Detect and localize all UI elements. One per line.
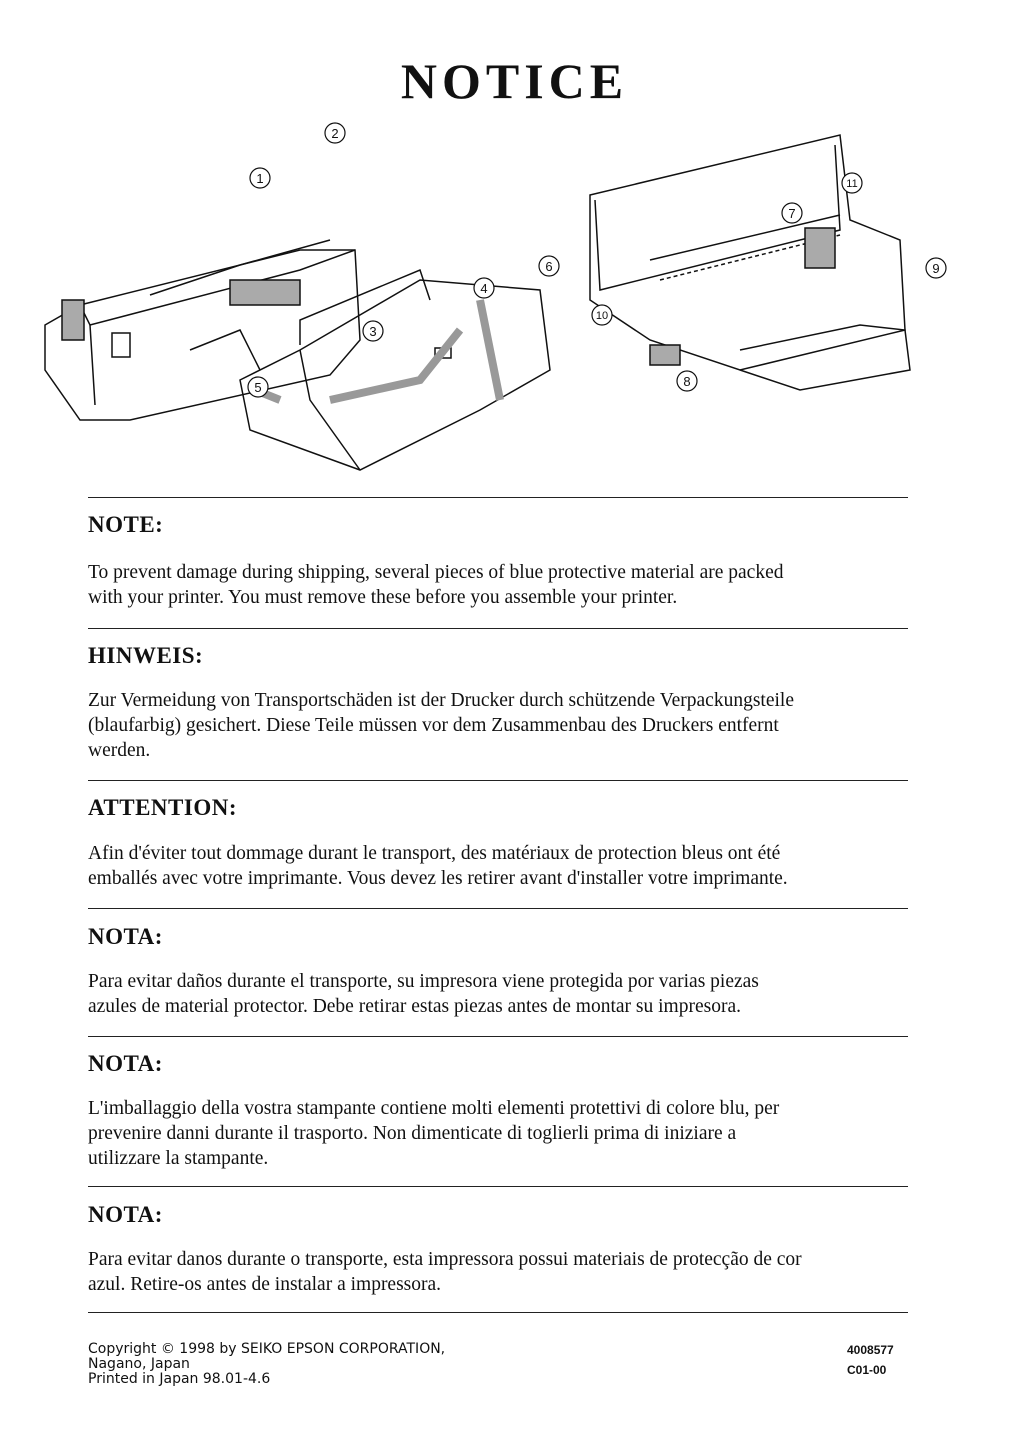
callout-5: 5 [254,380,262,395]
text-line: Zur Vermeidung von Transportschäden ist der Drucker durch schützende Verpackungsteile [88,690,794,711]
text-line: L'imballaggio della vostra stampante contiene molti elementi protettivi di colore blu, per [88,1098,780,1119]
callout-6: 6 [545,259,553,274]
section-body-es [88,969,918,1019]
callout-3: 3 [369,324,377,339]
section-heading-de: HINWEIS: [88,643,204,668]
callout-9: 9 [932,261,940,276]
callout-4: 4 [480,281,488,296]
callout-2: 2 [331,126,339,141]
text-line: Para evitar danos durante o transporte, esta impressora possui materiais de protecção de cor [88,1249,802,1270]
text-line: azules de material protector. Debe retirar estas piezas antes de montar su impresora. [88,996,741,1017]
section-heading-pt: NOTA: [88,1202,163,1227]
revision-code: C01-00 [847,1363,887,1377]
text-line: (blaufarbig) gesichert. Diese Teile müssen vor dem Zusammenbau des Druckers entfernt [88,715,779,736]
divider [88,908,908,909]
footer-line: Nagano, Japan [88,1356,190,1372]
text-line: prevenire danni durante il trasporto. Non dimenticate di toglierli prima di iniziare a [88,1123,737,1144]
divider [88,628,908,629]
section-body-pt [88,1247,918,1297]
footer-part-number [847,1340,894,1380]
callout-7: 7 [788,206,796,221]
page-title: NOTICE [400,53,629,109]
footer-line: Printed in Japan 98.01-4.6 [88,1371,271,1387]
printer-rear-view [45,240,360,420]
divider [88,1036,908,1037]
text-line: To prevent damage during shipping, several pieces of blue protective material are packed [88,562,784,583]
callout-11: 11 [846,178,858,190]
footer-copyright [88,1342,445,1387]
section-heading-fr: ATTENTION: [88,795,237,820]
divider [88,1186,908,1187]
section-heading-en: NOTE: [88,512,164,537]
divider [88,1312,908,1313]
part-number: 4008577 [847,1343,894,1357]
printer-open-view [590,135,910,390]
text-line: utilizzare la stampante. [88,1148,269,1169]
callout-10: 10 [595,310,609,322]
footer-line: Copyright © 1998 by SEIKO EPSON CORPORATION, [88,1341,446,1357]
section-body-it [88,1096,918,1171]
section-body-de [88,688,918,763]
text-line: werden. [88,740,151,761]
text-line: emballés avec votre imprimante. Vous devez les retirer avant d'installer votre imprimante. [88,868,788,889]
text-line: azul. Retire-os antes de instalar a impressora. [88,1274,442,1295]
section-heading-es: NOTA: [88,924,163,949]
callout-1: 1 [256,171,264,186]
text-line: with your printer. You must remove these before you assemble your printer. [88,587,678,608]
text-line: Afin d'éviter tout dommage durant le transport, des matériaux de protection bleus ont été [88,843,781,864]
callout-8: 8 [683,374,691,389]
divider [88,780,908,781]
printer-illustration [0,100,1029,480]
divider [88,497,908,498]
section-heading-it: NOTA: [88,1051,163,1076]
section-body-fr [88,841,918,891]
section-body-en [88,560,918,610]
text-line: Para evitar daños durante el transporte, su impresora viene protegida por varias piezas [88,971,759,992]
